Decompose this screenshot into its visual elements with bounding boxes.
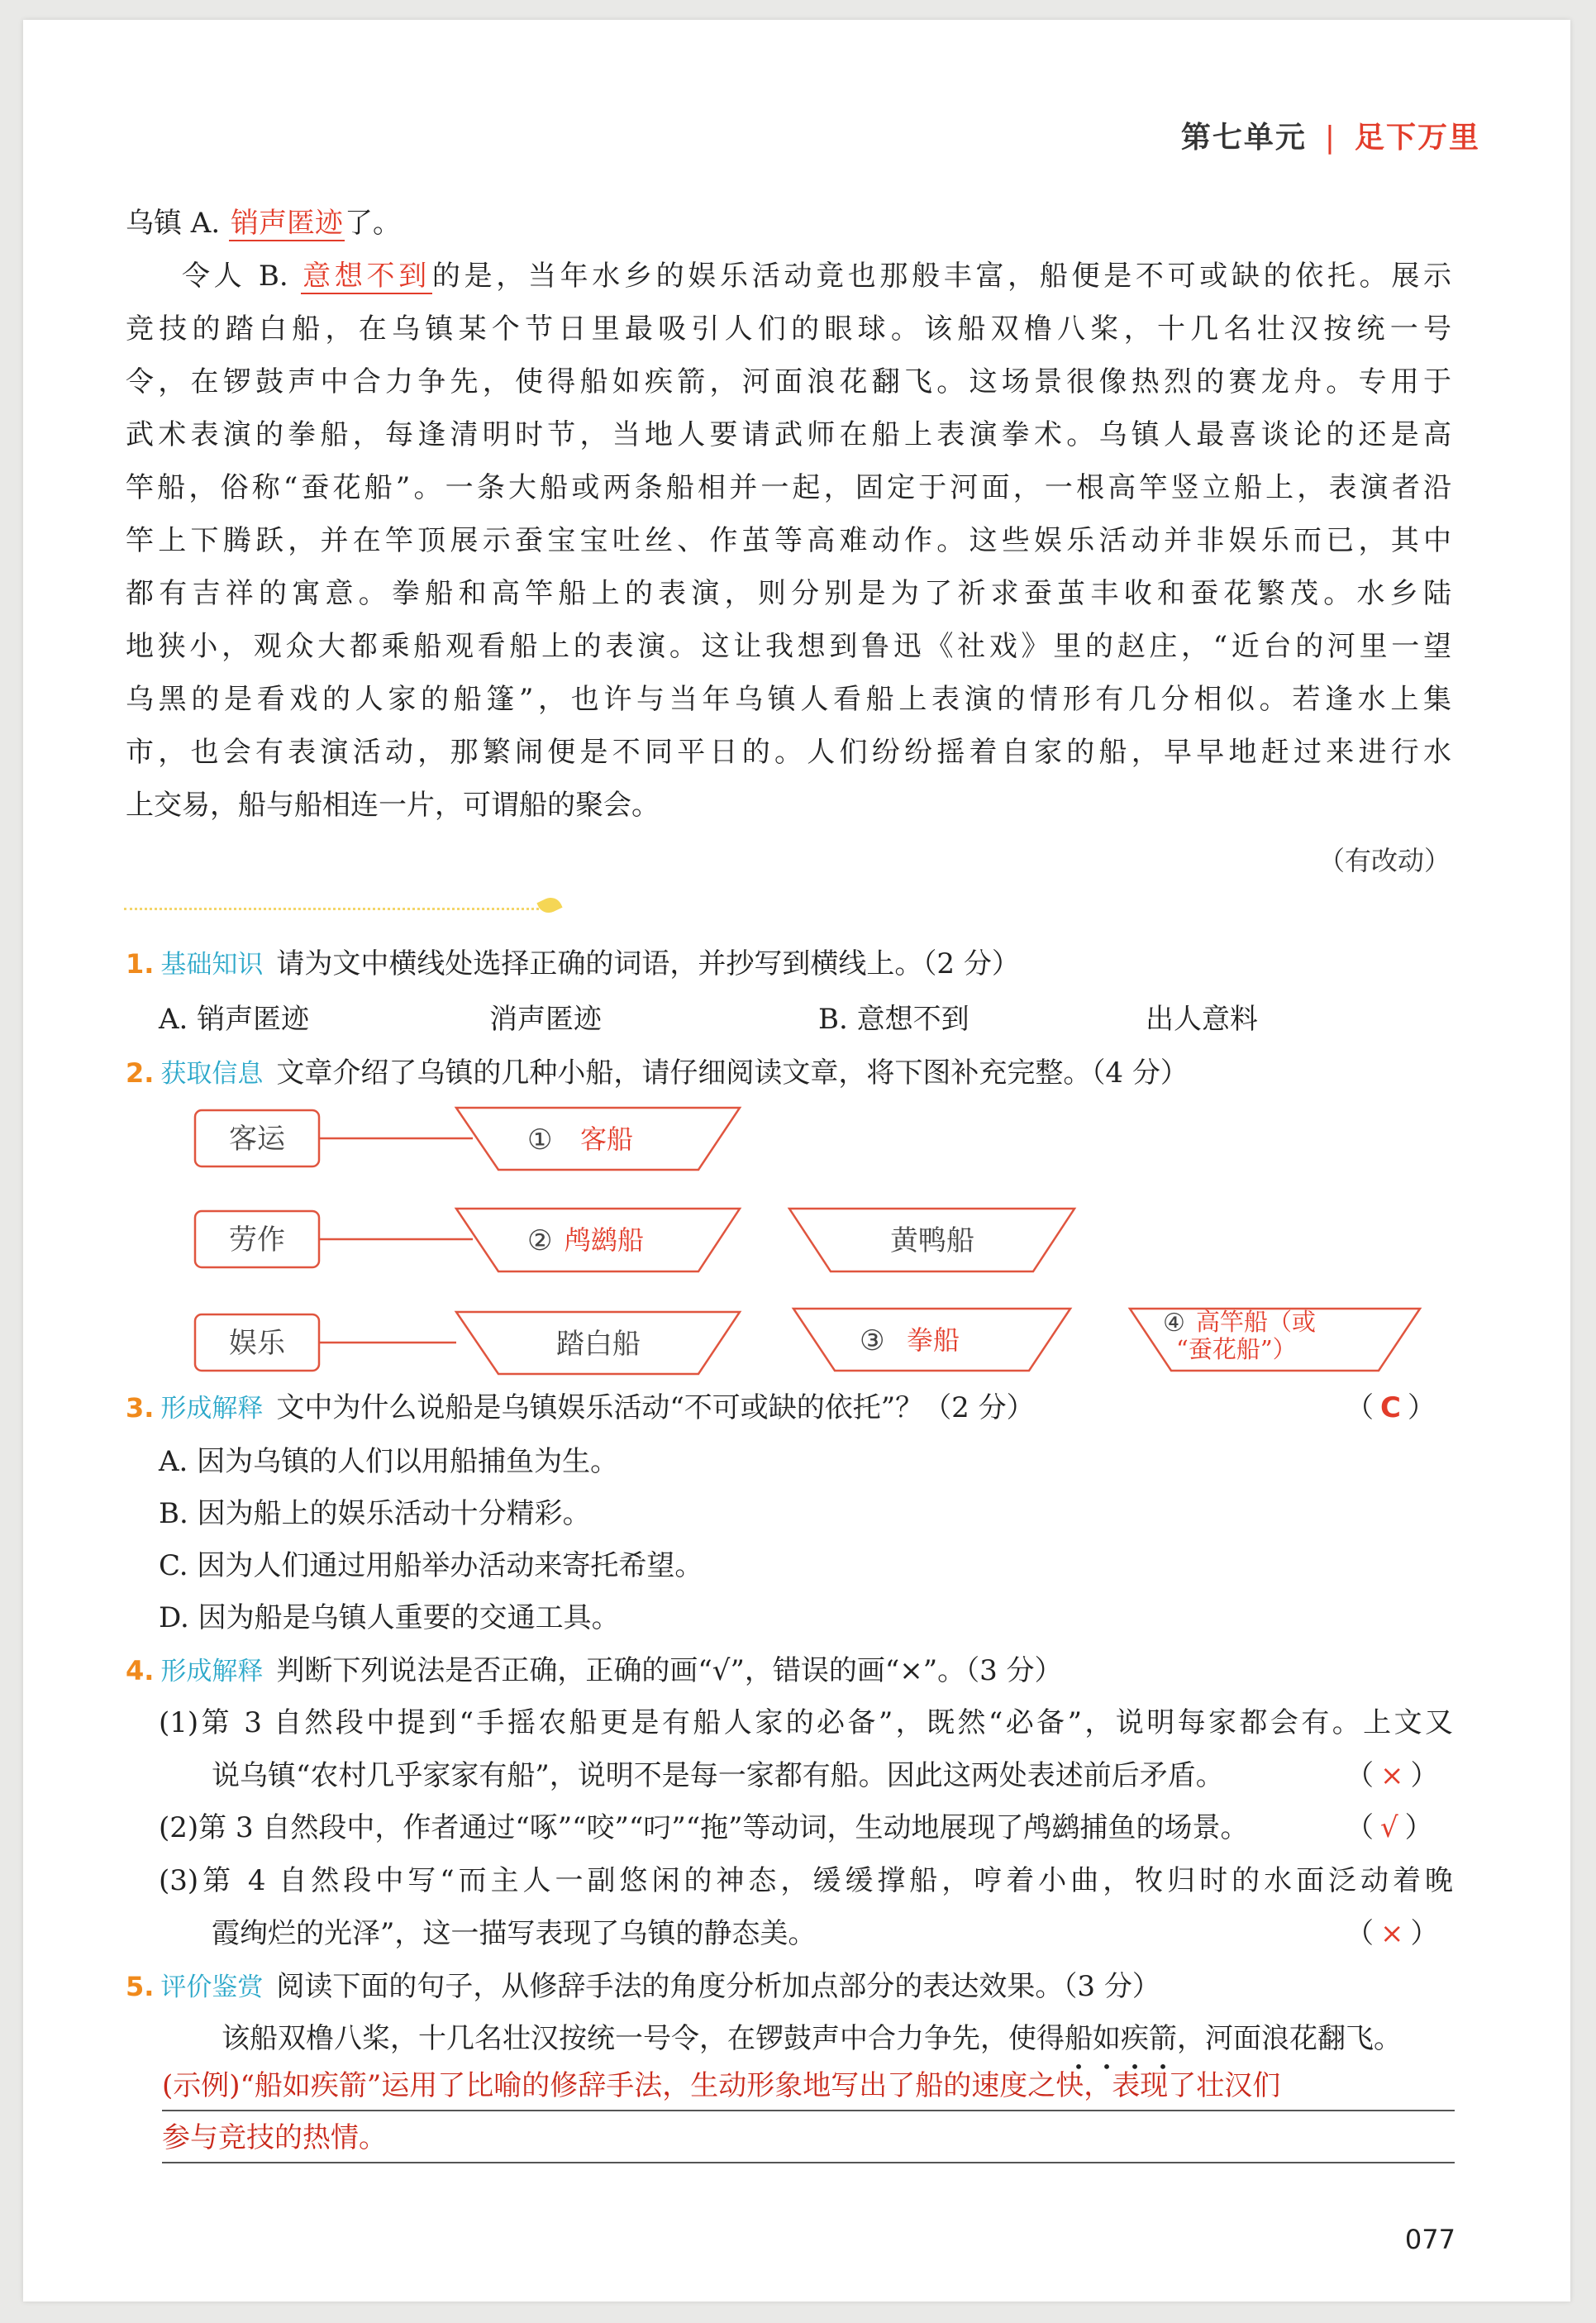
dotted-char: 船 [1065, 2022, 1093, 2055]
passage-line: 令，在锣鼓声中合力争先，使得船如疾箭，河面浪花翻飞。这场景很像热烈的赛龙舟。专用于 [126, 365, 1451, 398]
category-label: 劳作 [229, 1224, 285, 1257]
question-text: 文章介绍了乌镇的几种小船，请仔细阅读文章，将下图补充完整。（4 分） [276, 1057, 1189, 1090]
q1-option: 消声匿迹 [489, 1003, 602, 1036]
blank-number: ② [527, 1224, 553, 1257]
unit-theme: 足下万里 [1354, 121, 1480, 155]
question-number: 1. [126, 948, 155, 980]
passage-line: 地狭小，观众大都乘船观看船上的表演。这让我想到鲁迅《社戏》里的赵庄，“近台的河里一望 [126, 630, 1451, 663]
question-3 [126, 1385, 1035, 1425]
q4-mark-2: （ √ ） [1346, 1811, 1433, 1844]
boat-label: 踏白船 [556, 1328, 641, 1361]
passage-line: 竿上下腾跃，并在竿顶展示蚕宝宝吐丝、作茧等高难动作。这些娱乐活动并非娱乐而已，其中 [126, 524, 1451, 557]
passage-line [126, 197, 1451, 250]
passage-line: 都有吉祥的寓意。拳船和高竿船上的表演，则分别是为了祈求蚕茧丰收和蚕花繁茂。水乡陆 [126, 577, 1451, 610]
q1-option: B. 意想不到 [818, 1003, 970, 1036]
blank-answer: 高竿船（或 [1196, 1308, 1317, 1336]
passage-text: 了。 [344, 207, 401, 240]
passage-line: 武术表演的拳船，每逢清明时节，当地人要请武师在船上表演拳术。乌镇人最喜谈论的还是高 [126, 418, 1451, 451]
header-separator: | [1324, 121, 1336, 155]
q4-statement: (3)第 4 自然段中写“而主人一副悠闲的神态，缓缓撑船，哼着小曲，牧归时的水面泛动着晚 [159, 1864, 1453, 1897]
blank-answer: 鸬鹚船 [565, 1224, 645, 1256]
q3-option: A. 因为乌镇的人们以用船捕鱼为生。 [159, 1445, 619, 1478]
blank-number: ③ [860, 1324, 885, 1357]
q5-answer-line: (示例)“船如疾箭”运用了比喻的修辞手法，生动形象地写出了船的速度之快，表现了壮汉们 [162, 2062, 1455, 2111]
passage-text: 的是，当年水乡的娱乐活动竟也那般丰富，船便是不可或缺的依托。展示 [431, 260, 1451, 293]
paren: （ [1346, 1391, 1374, 1424]
q1-option: A. 销声匿迹 [159, 1003, 310, 1036]
boat-label: 黄鸭船 [890, 1224, 974, 1257]
q4-statement: 霞绚烂的光泽”，这一描写表现了乌镇的静态美。 [212, 1917, 817, 1950]
question-text: 判断下列说法是否正确，正确的画“√”，错误的画“×”。（3 分） [276, 1654, 1063, 1687]
category-label: 娱乐 [229, 1327, 285, 1360]
blank-answer: 客船 [580, 1123, 634, 1155]
passage-line: 竞技的踏白船，在乌镇某个节日里最吸引人们的眼球。该船双橹八桨，十几名壮汉按统一号 [126, 312, 1451, 346]
q3-option: C. 因为人们通过用船举办活动来寄托希望。 [159, 1549, 703, 1582]
question-text: 阅读下面的句子，从修辞手法的角度分析加点部分的表达效果。（3 分） [276, 1970, 1160, 2003]
q1-option: 出人意料 [1146, 1003, 1258, 1036]
q4-statement: 说乌镇“农村几乎家家有船”，说明不是每一家都有船。因此这两处表述前后矛盾。 [212, 1759, 1224, 1792]
question-tag: 获取信息 [160, 1059, 264, 1089]
passage-line: 上交易，船与船相连一片，可谓船的聚会。 [126, 789, 660, 822]
question-text: 请为文中横线处选择正确的词语，并抄写到横线上。（2 分） [276, 947, 1020, 980]
question-tag: 形成解释 [160, 1657, 264, 1686]
q3-answer-paren [1346, 1385, 1436, 1425]
blank-answer: 拳船 [907, 1324, 960, 1356]
dotted-char: 箭 [1149, 2022, 1177, 2055]
question-tag: 基础知识 [160, 950, 264, 980]
mark-answer: √ [1380, 1811, 1398, 1844]
passage-text: 乌镇 A. [126, 207, 221, 240]
page-number: 077 [1404, 2224, 1455, 2255]
reading-passage [126, 197, 1451, 832]
q3-answer: C [1380, 1391, 1401, 1424]
question-number: 5. [126, 1971, 155, 2002]
q5-answer-line: 参与竞技的热情。 [162, 2114, 1455, 2163]
blank-number: ④ [1163, 1309, 1185, 1338]
q4-mark-1: （ × ） [1346, 1759, 1439, 1792]
q4-statement: (1)第 3 自然段中提到“手摇农船更是有船人家的必备”，既然“必备”，说明每家都会有。上文又 [159, 1706, 1453, 1739]
question-1 [126, 941, 1020, 981]
q3-option: D. 因为船是乌镇人重要的交通工具。 [159, 1601, 620, 1634]
blank-number: ① [527, 1123, 553, 1157]
mark-answer: × [1380, 1759, 1404, 1792]
passage-line: 竿船，俗称“蚕花船”。一条大船或两条船相并一起，固定于河面，一根高竿竖立船上，表演者沿 [126, 471, 1451, 504]
blank-answer: “蚕花船”） [1176, 1335, 1297, 1363]
question-5 [126, 1963, 1160, 2004]
passage-line: 市，也会有表演活动，那繁闹便是不同平日的。人们纷纷摇着自家的船，早早地赶过来进行水 [126, 736, 1451, 769]
unit-title: 第七单元 [1180, 121, 1307, 155]
mark-answer: × [1380, 1917, 1404, 1950]
paren: ） [1407, 1391, 1436, 1424]
page-header [1181, 114, 1480, 156]
q4-mark-3: （ × ） [1346, 1917, 1439, 1950]
passage-text: 令人 B. [182, 260, 288, 293]
question-4 [126, 1648, 1063, 1688]
q3-option: B. 因为船上的娱乐活动十分精彩。 [159, 1497, 591, 1530]
question-tag: 评价鉴赏 [160, 1972, 264, 2002]
passage-line [126, 250, 1451, 303]
category-label: 客运 [229, 1123, 285, 1156]
question-number: 2. [126, 1057, 155, 1089]
question-text: 文中为什么说船是乌镇娱乐活动“不可或缺的依托”？（2 分） [276, 1391, 1035, 1424]
section-divider [124, 908, 550, 910]
question-number: 4. [126, 1655, 155, 1686]
passage-line: 乌黑的是看戏的人家的船篷”，也许与当年乌镇人看船上表演的情形有几分相似。若逢水上集 [126, 683, 1451, 716]
question-tag: 形成解释 [160, 1394, 264, 1424]
sentence-text: ，河面浪花翻飞。 [1177, 2022, 1402, 2055]
quoted-sentence [222, 2015, 1402, 2056]
dotted-char: 疾 [1121, 2022, 1149, 2055]
q4-statement: (2)第 3 自然段中，作者通过“啄”“咬”“叼”“拖”等动词，生动地展现了鸬鹚捕鱼的场景。 [159, 1811, 1249, 1844]
question-2 [126, 1050, 1189, 1090]
blank-a-answer: 销声匿迹 [230, 207, 343, 240]
sentence-text: 该船双橹八桨，十几名壮汉按统一号令，在锣鼓声中合力争先，使得 [222, 2022, 1065, 2055]
question-number: 3. [126, 1392, 155, 1424]
dotted-char: 如 [1093, 2022, 1121, 2055]
blank-b-answer: 意想不到 [303, 260, 431, 293]
source-note: （有改动） [1317, 845, 1451, 876]
